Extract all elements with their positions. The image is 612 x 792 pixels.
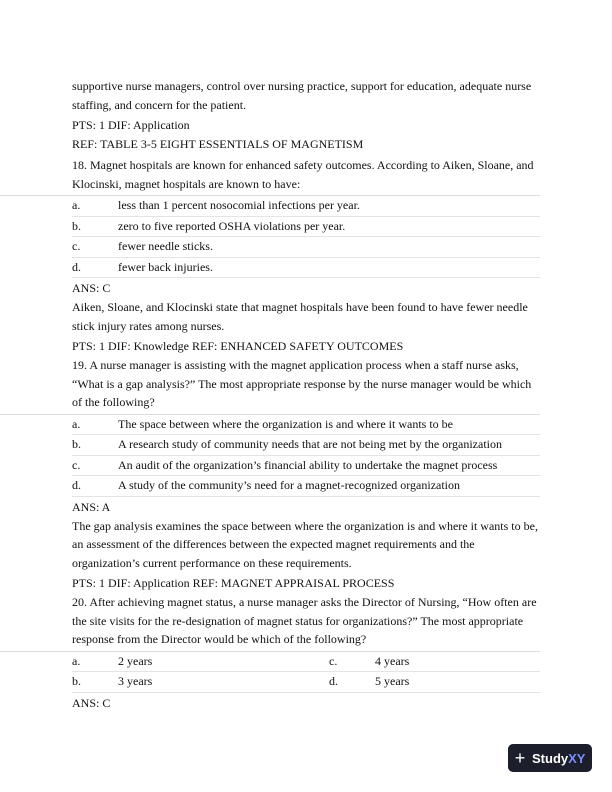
q20-option-row-1	[72, 652, 540, 673]
q20-option-c	[329, 652, 409, 672]
option-text: The space between where the organization is and where it wants to be	[118, 416, 453, 431]
q19-option-a	[72, 415, 540, 436]
option-text: A study of the community’s need for a magnet-recognized organization	[118, 478, 461, 492]
option-text: zero to five reported OSHA violations per year.	[118, 218, 346, 233]
option-letter: a.	[72, 198, 81, 212]
option-text: 4 years	[375, 653, 410, 668]
q19-pts-ref: PTS: 1 DIF: Application REF: MAGNET APPRAISAL PROCESS	[72, 576, 395, 590]
option-letter: d.	[72, 478, 81, 492]
option-letter: c.	[72, 457, 81, 472]
intro-pts: PTS: 1 DIF: Application	[72, 118, 190, 132]
intro-ref: REF: TABLE 3-5 EIGHT ESSENTIALS OF MAGNETISM	[72, 137, 364, 151]
brand-xy: XY	[568, 750, 586, 766]
q18-pts-ref: PTS: 1 DIF: Knowledge REF: ENHANCED SAFETY OUTCOMES	[72, 339, 404, 353]
q20-option-row-2	[72, 672, 540, 693]
option-text: 5 years	[375, 674, 410, 688]
option-letter: b.	[72, 437, 81, 451]
option-text: 3 years	[118, 674, 153, 688]
option-text: A research study of community needs that are not being met by the organization	[118, 437, 503, 451]
q20-option-d	[329, 672, 409, 692]
q19-stem: 19. A nurse manager is assisting with the magnet application process when a staff nurse asks, “What is a gap analysis?” The most appropriate response by the nurse manager would be which of the following?	[72, 358, 532, 409]
q19-rationale: The gap analysis examines the space between where the organization is and where it wants to be, an assessment of the differences between the expected magnet requirements and the organization’s current performance on these requirements.	[72, 518, 538, 570]
option-text: 2 years	[118, 653, 153, 668]
option-letter: a.	[72, 653, 81, 668]
studyxy-badge[interactable]	[508, 744, 592, 772]
q18-option-b	[72, 217, 540, 238]
q20-option-a	[72, 652, 329, 672]
q18-rationale: Aiken, Sloane, and Klocinski state that magnet hospitals have been found to have fewer needle stick injury rates among nurses.	[72, 300, 528, 333]
option-text: An audit of the organization’s financial ability to undertake the magnet process	[118, 457, 498, 472]
intro-paragraph: supportive nurse managers, control over nursing practice, support for education, adequate nurse staffing, and concern for the patient.	[72, 79, 532, 112]
q18-option-c	[72, 237, 540, 258]
q20-answer: ANS: C	[72, 695, 111, 710]
option-letter: b.	[72, 674, 81, 688]
option-text: fewer back injuries.	[118, 259, 213, 274]
q18-answer: ANS: C	[72, 281, 111, 295]
q19-options	[0, 414, 540, 497]
option-letter: c.	[72, 239, 81, 253]
q18-option-d	[72, 258, 540, 279]
q20-stem: 20. After achieving magnet status, a nurse manager asks the Director of Nursing, “How often are the site visits for the re-designation of magnet status for organizations?” The most appropriate response from the Director would be which of the following?	[72, 595, 537, 646]
option-text: less than 1 percent nosocomial infections per year.	[118, 198, 360, 212]
q18-stem: 18. Magnet hospitals are known for enhanced safety outcomes. According to Aiken, Sloane, and Klocinski, magnet hospitals are known to have:	[72, 158, 534, 191]
q18-option-a	[72, 196, 540, 217]
q20-options	[0, 651, 540, 693]
plus-icon: +	[514, 747, 526, 768]
option-letter: b.	[72, 218, 81, 233]
document-page	[72, 77, 540, 713]
option-letter: c.	[329, 653, 338, 668]
q19-option-d	[72, 476, 540, 497]
option-letter: d.	[72, 259, 81, 274]
option-letter: a.	[72, 416, 81, 431]
option-letter: d.	[329, 674, 338, 688]
q19-answer: ANS: A	[72, 499, 111, 514]
q19-option-b	[72, 435, 540, 456]
brand-study: Study	[532, 750, 569, 766]
option-text: fewer needle sticks.	[118, 239, 213, 253]
q20-option-b	[72, 672, 329, 692]
q19-option-c	[72, 456, 540, 477]
q18-options	[0, 195, 540, 278]
